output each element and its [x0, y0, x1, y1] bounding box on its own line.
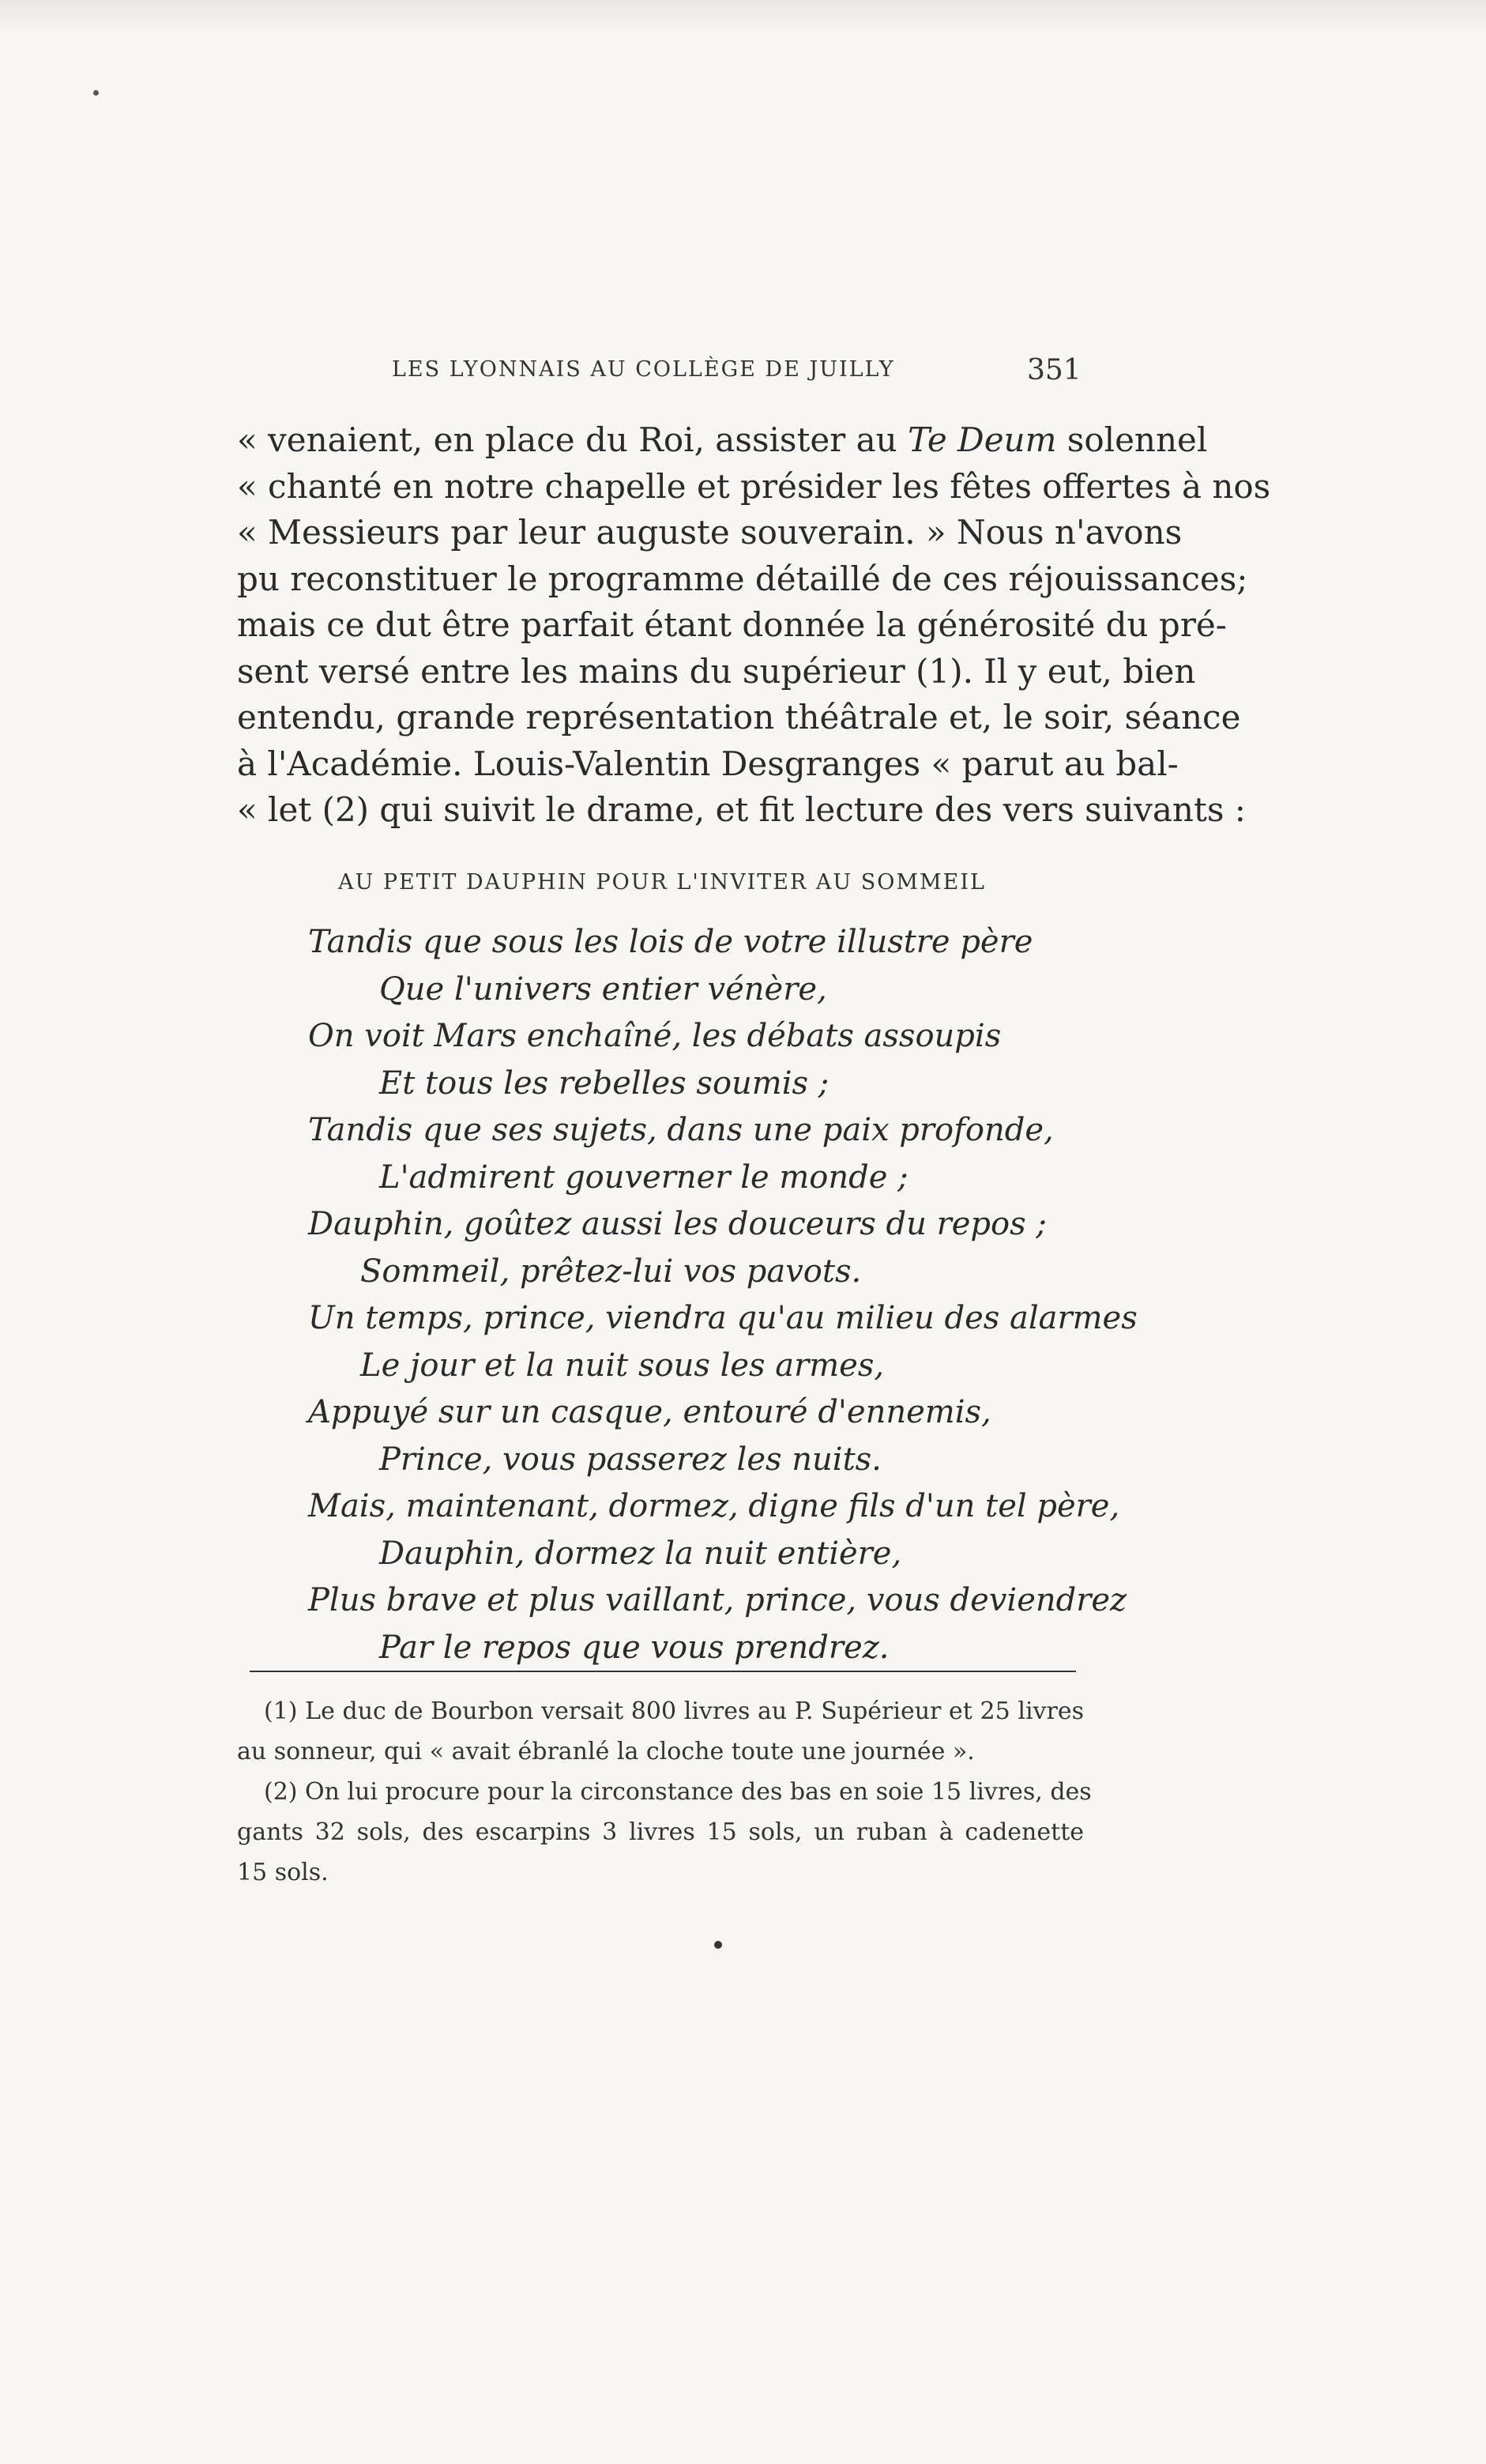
verse: On voit Mars enchaîné, les débats assoupis — [308, 1018, 1002, 1054]
verse: Appuyé sur un casque, entouré d'ennemis, — [308, 1394, 991, 1430]
body-line: « let (2) qui suivit le drame, et fit lecture des vers suivants : — [237, 790, 1246, 829]
body-line: « chanté en notre chapelle et présider les fêtes offertes à nos — [237, 466, 1271, 506]
verse: Et tous les rebelles soumis ; — [379, 1064, 830, 1102]
verse: Mais, maintenant, dormez, digne fils d'un tel père, — [308, 1488, 1120, 1524]
verse: Tandis que sous les lois de votre illustre père — [308, 924, 1033, 960]
verse: Plus brave et plus vaillant, prince, vous deviendrez — [308, 1582, 1127, 1618]
verse: Sommeil, prêtez-lui vos pavots. — [360, 1253, 862, 1290]
verse: Le jour et la nuit sous les armes, — [360, 1347, 885, 1384]
body-line: à l'Académie. Louis-Valentin Desgranges « parut au bal- — [237, 744, 1179, 783]
printer-mark — [714, 1941, 722, 1949]
body-line: « Messieurs par leur auguste souverain. » Nous n'avons — [237, 513, 1183, 552]
running-head: LES LYONNAIS AU COLLÈGE DE JUILLY — [392, 357, 895, 382]
poem-title: AU PETIT DAUPHIN POUR L'INVITER AU SOMMEIL — [338, 870, 986, 895]
verse: Que l'univers entier vénère, — [379, 970, 827, 1008]
footnote-2 — [237, 1772, 1092, 1893]
body-paragraph — [237, 417, 1271, 834]
te-deum-title: Te Deum — [908, 420, 1057, 459]
verse: Un temps, prince, viendra qu'au milieu des alarmes — [308, 1300, 1138, 1336]
scan-top-edge — [0, 0, 1486, 32]
poem — [308, 919, 1138, 1671]
scan-speck — [93, 90, 99, 96]
body-line: sent versé entre les mains du supérieur (1). Il y eut, bien — [237, 651, 1196, 691]
footnote-line: (1) Le duc de Bourbon versait 800 livres au P. Supérieur et 25 livres — [264, 1697, 1084, 1725]
body-line: mais ce dut être parfait étant donnée la générosité du pré- — [237, 605, 1227, 644]
page-number: 351 — [1027, 354, 1082, 386]
verse: Dauphin, dormez la nuit entière, — [379, 1535, 902, 1572]
body-line: pu reconstituer le programme détaillé de ces réjouissances; — [237, 559, 1248, 598]
body-line: entendu, grande représentation théâtrale et, le soir, séance — [237, 698, 1241, 737]
verse: Tandis que ses sujets, dans une paix profonde, — [308, 1112, 1054, 1148]
footnote-rule — [250, 1671, 1076, 1672]
footnotes — [237, 1691, 1092, 1893]
body-line: « venaient, en place du Roi, assister au Te Deum solennel — [237, 420, 1208, 459]
footnote-line: au sonneur, qui « avait ébranlé la cloche toute une journée ». — [237, 1738, 975, 1765]
verse: Par le repos que vous prendrez. — [379, 1629, 890, 1666]
footnote-line: (2) On lui procure pour la circonstance des bas en soie 15 livres, des — [264, 1778, 1092, 1806]
verse: L'admirent gouverner le monde ; — [379, 1159, 909, 1196]
footnote-line: 15 sols. — [237, 1859, 329, 1886]
verse: Prince, vous passerez les nuits. — [379, 1441, 882, 1478]
footnote-1 — [237, 1691, 1084, 1772]
footnote-line: gants 32 sols, des escarpins 3 livres 15 sols, un ruban à cadenette — [237, 1818, 1084, 1846]
verse: Dauphin, goûtez aussi les douceurs du repos ; — [308, 1206, 1047, 1242]
